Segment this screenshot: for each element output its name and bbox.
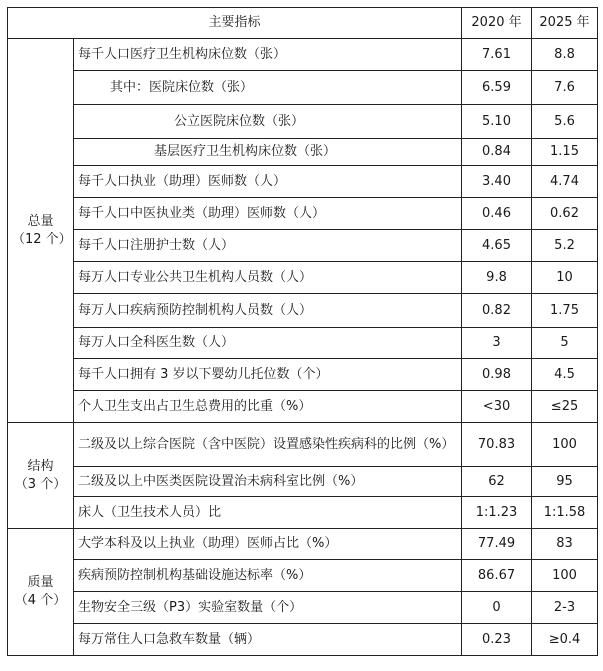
table-row [8,624,598,656]
category-total [8,39,74,423]
value-2025: 4.5 [532,359,598,391]
table-row [8,71,598,105]
indicator-label: 每万常住人口急救车数量（辆） [74,624,462,656]
indicator-label: 疾病预防控制机构基础设施达标率（%） [74,560,462,592]
table-row [8,198,598,230]
indicator-label: 生物安全三级（P3）实验室数量（个） [74,592,462,624]
value-2025: 8.8 [532,39,598,71]
header-row [8,8,598,39]
indicator-label: 每万人口全科医生数（人） [74,328,462,359]
category-name: 总量 [27,213,54,229]
category-structure [8,423,74,529]
value-2025: 83 [532,529,598,560]
table-row [8,560,598,592]
table-row [8,294,598,328]
table-row [8,467,598,497]
indicator-label: 公立医院床位数（张） [74,105,462,139]
value-2025: ≥0.4 [532,624,598,656]
indicator-label: 其中：医院床位数（张） [74,71,462,105]
indicator-label: 每万人口疾病预防控制机构人员数（人） [74,294,462,328]
table-row [8,391,598,423]
value-2020: 6.59 [462,71,532,105]
value-2025: 100 [532,423,598,467]
category-count: （12 个） [12,231,72,247]
indicators-table [7,7,598,656]
indicator-label: 每千人口医疗卫生机构床位数（张） [74,39,462,71]
value-2025: 95 [532,467,598,497]
table-row [8,529,598,560]
indicator-label: 个人卫生支出占卫生总费用的比重（%） [74,391,462,423]
category-count: （3 个） [14,476,67,492]
table-row [8,262,598,294]
value-2025: ≤25 [532,391,598,423]
value-2020: 70.83 [462,423,532,467]
value-2025: 0.62 [532,198,598,230]
indicator-label: 二级及以上中医类医院设置治未病科室比例（%） [74,467,462,497]
value-2025: 5 [532,328,598,359]
indicator-label: 每千人口拥有 3 岁以下婴幼儿托位数（个） [74,359,462,391]
value-2020: 0.82 [462,294,532,328]
indicator-label: 基层医疗卫生机构床位数（张） [74,139,462,166]
table-row [8,592,598,624]
indicator-label: 每千人口注册护士数（人） [74,230,462,262]
value-2025: 7.6 [532,71,598,105]
category-name: 质量 [27,575,54,590]
category-count: （4 个） [14,593,67,608]
value-2020: 0.98 [462,359,532,391]
indicator-label: 每千人口执业（助理）医师数（人） [74,166,462,198]
value-2025: 4.74 [532,166,598,198]
value-2025: 10 [532,262,598,294]
value-2020: 4.65 [462,230,532,262]
value-2025: 5.6 [532,105,598,139]
header-indicator: 主要指标 [8,8,462,39]
header-2020: 2020 年 [462,8,532,39]
value-2020: 0 [462,592,532,624]
value-2020: 3.40 [462,166,532,198]
category-quality [8,529,74,656]
table-row [8,423,598,467]
value-2025: 2-3 [532,592,598,624]
value-2020: 9.8 [462,262,532,294]
value-2020: 0.84 [462,139,532,166]
indicator-label: 每千人口中医执业类（助理）医师数（人） [74,198,462,230]
value-2025: 1:1.58 [532,497,598,529]
value-2020: 77.49 [462,529,532,560]
value-2025: 1.15 [532,139,598,166]
value-2020: 62 [462,467,532,497]
value-2020: 86.67 [462,560,532,592]
value-2020: 3 [462,328,532,359]
value-2025: 100 [532,560,598,592]
table-row [8,39,598,71]
indicator-label: 床人（卫生技术人员）比 [74,497,462,529]
value-2020: 1:1.23 [462,497,532,529]
table-row [8,139,598,166]
value-2025: 5.2 [532,230,598,262]
value-2020: 5.10 [462,105,532,139]
value-2025: 1.75 [532,294,598,328]
value-2020: 0.46 [462,198,532,230]
table-row [8,105,598,139]
category-name: 结构 [27,458,54,474]
value-2020: 0.23 [462,624,532,656]
table-row [8,166,598,198]
value-2020: <30 [462,391,532,423]
table-row [8,497,598,529]
table-row [8,328,598,359]
indicator-label: 每万人口专业公共卫生机构人员数（人） [74,262,462,294]
table-row [8,359,598,391]
header-2025: 2025 年 [532,8,598,39]
indicator-label: 二级及以上综合医院（含中医院）设置感染性疾病科的比例（%） [74,423,462,467]
value-2020: 7.61 [462,39,532,71]
table-row [8,230,598,262]
indicator-label: 大学本科及以上执业（助理）医师占比（%） [74,529,462,560]
